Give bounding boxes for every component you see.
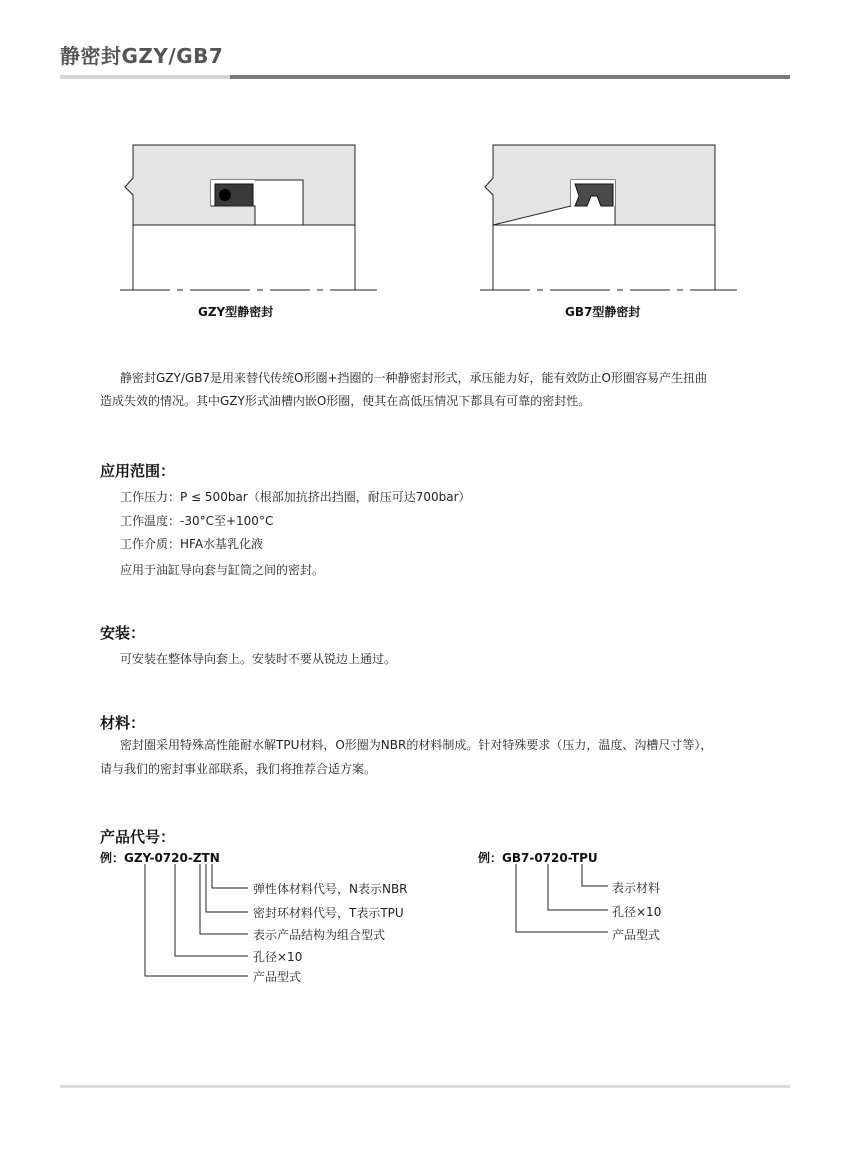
gzy-code-item: 表示产品结构为组合型式 xyxy=(253,928,386,942)
material-heading: 材料： xyxy=(100,714,146,732)
page-title: 静密封GZY/GB7 xyxy=(60,44,224,68)
application-heading: 应用范围： xyxy=(100,462,176,480)
gzy-code-leader-lines xyxy=(140,862,260,982)
gb7-code-item: 孔径×10 xyxy=(612,905,662,919)
material-line-2: 请与我们的密封事业部联系，我们将推荐合适方案。 xyxy=(100,762,377,776)
gzy-o-ring xyxy=(219,189,231,201)
installation-text: 可安装在整体导向套上。安装时不要从锐边上通过。 xyxy=(120,652,397,666)
gzy-code-item: 产品型式 xyxy=(253,970,302,984)
installation-heading: 安装： xyxy=(100,624,146,642)
product-code-heading: 产品代号： xyxy=(100,828,176,846)
gzy-code-item: 弹性体材料代号，N表示NBR xyxy=(253,882,408,896)
gb7-code-leader-lines xyxy=(510,862,620,942)
gzy-code-example: 例：GZY-0720-ZTN xyxy=(100,851,220,865)
gzy-caption: GZY型静密封 xyxy=(198,305,274,319)
header-rule-light xyxy=(60,75,230,79)
header-rule-dark xyxy=(230,75,790,79)
working-pressure: 工作压力：P ≤ 500bar（根部加抗挤出挡圈，耐压可达700bar） xyxy=(120,490,471,504)
material-line-1: 密封圈采用特殊高性能耐水解TPU材料，O形圈为NBR的材料制成。针对特殊要求（压力，温度、沟槽尺寸等）， xyxy=(120,738,713,752)
intro-line-2: 造成失效的情况。其中GZY形式油槽内嵌O形圈，使其在高低压情况下都具有可靠的密封性。 xyxy=(100,394,591,408)
gb7-code-item: 产品型式 xyxy=(612,928,661,942)
intro-line-1: 静密封GZY/GB7是用来替代传统O形圈+挡圈的一种静密封形式，承压能力好，能有效防止O形圈容易产生扭曲 xyxy=(120,371,708,385)
gzy-code-item: 密封环材料代号，T表示TPU xyxy=(253,906,404,920)
gb7-caption: GB7型静密封 xyxy=(565,305,641,319)
gb7-seal-diagram xyxy=(475,140,745,300)
gzy-seal-diagram xyxy=(115,140,385,300)
gb7-code-example: 例：GB7-0720-TPU xyxy=(478,851,598,865)
working-temperature: 工作温度：-30°C至+100°C xyxy=(120,514,274,528)
gb7-code-item: 表示材料 xyxy=(612,881,661,895)
gzy-code-item: 孔径×10 xyxy=(253,950,303,964)
application-usage: 应用于油缸导向套与缸筒之间的密封。 xyxy=(120,563,325,577)
footer-rule xyxy=(60,1085,790,1088)
working-medium: 工作介质：HFA水基乳化液 xyxy=(120,537,264,551)
